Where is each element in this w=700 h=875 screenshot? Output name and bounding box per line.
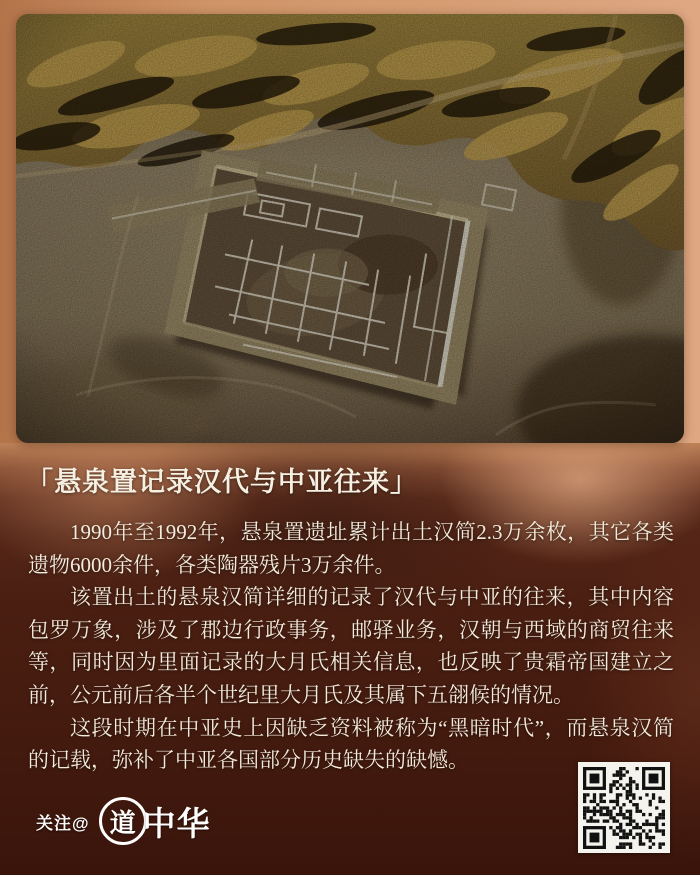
body-paragraph: 这段时期在中亚史上因缺乏资料被称为“黑暗时代”，而悬泉汉简的记载，弥补了中亚各国部分历史缺失的缺憾。 [28,715,674,773]
qr-code [578,762,670,853]
brand-circle-icon: 道 [99,797,147,845]
follow-label: 关注@ [36,813,90,833]
article-body [28,516,674,777]
article-title: 「悬泉置记录汉代与中亚往来」 [26,467,418,497]
daozhonghua-logo [99,797,211,845]
aerial-photo-art [16,14,684,443]
brand-name: 中华 [142,806,211,843]
body-paragraph: 1990年至1992年，悬泉置遗址累计出土汉简2.3万余枚，其它各类遗物6000余件，各类陶器残片3万余件。 [28,520,674,577]
aerial-photo [16,14,684,443]
body-paragraph: 该置出土的悬泉汉简详细的记录了汉代与中亚的往来，其中内容包罗万象，涉及了郡边行政事务，邮驿业务，汉朝与西域的商贸往来等，同时因为里面记录的大月氏相关信息，也反映了贵霜帝国建立之前，公元前后各半个世纪里大月氏及其属下五翖候的情况。 [28,585,674,707]
footer-follow [36,794,211,848]
